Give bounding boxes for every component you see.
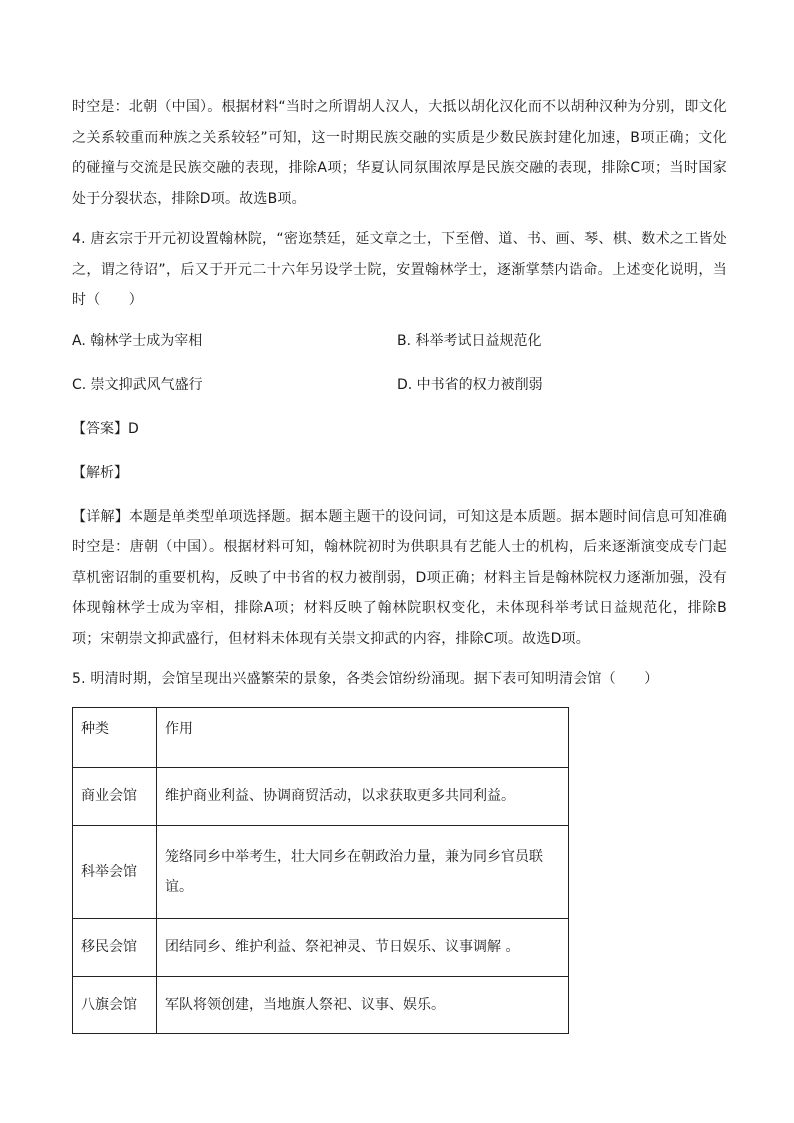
table-row xyxy=(73,918,569,976)
q4-stem: 4. 唐玄宗于开元初设置翰林院，“密迩禁廷，延文章之士，下至僧、道、书、画、琴、棋、数术之工皆处之，谓之待诏”，后又于开元二十六年另设学士院，安置翰林学士，逐渐掌禁内诰命。上述变化说明，当时（ ） xyxy=(72,231,727,308)
q4-options-row-2 xyxy=(72,370,727,400)
q4-option-d[interactable]: D. 中书省的权力被削弱 xyxy=(397,376,543,393)
table-cell-type: 移民会馆 xyxy=(73,918,157,976)
table-cell-type: 科举会馆 xyxy=(73,825,157,918)
q4-options-row-1 xyxy=(72,326,727,356)
table-row xyxy=(73,825,569,918)
q4-analysis-tag: 【解析】 xyxy=(72,464,128,481)
table-cell-function: 笼络同乡中举考生，壮大同乡在朝政治力量，兼为同乡官员联谊。 xyxy=(157,825,569,918)
table-cell-function: 维护商业利益、协调商贸活动，以求获取更多共同利益。 xyxy=(157,767,569,825)
answer-value: D xyxy=(128,420,139,437)
q4-option-b[interactable]: B. 科举考试日益规范化 xyxy=(397,332,542,349)
table-row xyxy=(73,976,569,1033)
table-header-cell: 种类 xyxy=(73,707,157,767)
answer-tag: 【答案】 xyxy=(72,420,128,437)
table-header-row xyxy=(73,707,569,767)
q3-analysis-tail: 时空是：北朝（中国）。根据材料“当时之所谓胡人汉人，大抵以胡化汉化而不以胡种汉种为分别，即文化之关系较重而种族之关系较轻”可知，这一时期民族交融的实质是少数民族封建化加速，B项正确；文化的碰撞与交流是民族交融的表现，排除A项；华夏认同氛围浓厚是民族交融的表现，排除C项；当时国家处于分裂状态，排除D项。故选B项。 xyxy=(72,99,727,207)
table-cell-function: 团结同乡、维护利益、祭祀神灵、节日娱乐、议事调解 。 xyxy=(157,918,569,976)
q4-option-a[interactable]: A. 翰林学士成为宰相 xyxy=(72,332,203,349)
table-header-cell: 作用 xyxy=(157,707,569,767)
q5-stem: 5. 明清时期，会馆呈现出兴盛繁荣的景象，各类会馆纷纷涌现。据下表可知明清会馆（ ） xyxy=(72,671,659,687)
q4-answer xyxy=(72,414,727,444)
huiguan-table xyxy=(72,707,569,1034)
table-row xyxy=(73,767,569,825)
q4-option-c[interactable]: C. 崇文抑武风气盛行 xyxy=(72,376,203,393)
document-page xyxy=(72,92,727,1034)
table-cell-type: 商业会馆 xyxy=(73,767,157,825)
q4-detail: 【详解】本题是单类型单项选择题。据本题主题干的设问词，可知这是本质题。据本题时间信息可知准确时空是：唐朝（中国）。根据材料可知，翰林院初时为供职具有艺能人士的机构，后来逐渐演变成专门起草机密诏制的重要机构，反映了中书省的权力被削弱，D项正确；材料主旨是翰林院权力逐渐加强，没有体现翰林学士成为宰相，排除A项；材料反映了翰林院职权变化，未体现科举考试日益规范化，排除B项；宋朝崇文抑武盛行，但材料未体现有关崇文抑武的内容，排除C项。故选D项。 xyxy=(72,508,727,647)
table-cell-function: 军队将领创建，当地旗人祭祀、议事、娱乐。 xyxy=(157,976,569,1033)
table-cell-type: 八旗会馆 xyxy=(73,976,157,1033)
